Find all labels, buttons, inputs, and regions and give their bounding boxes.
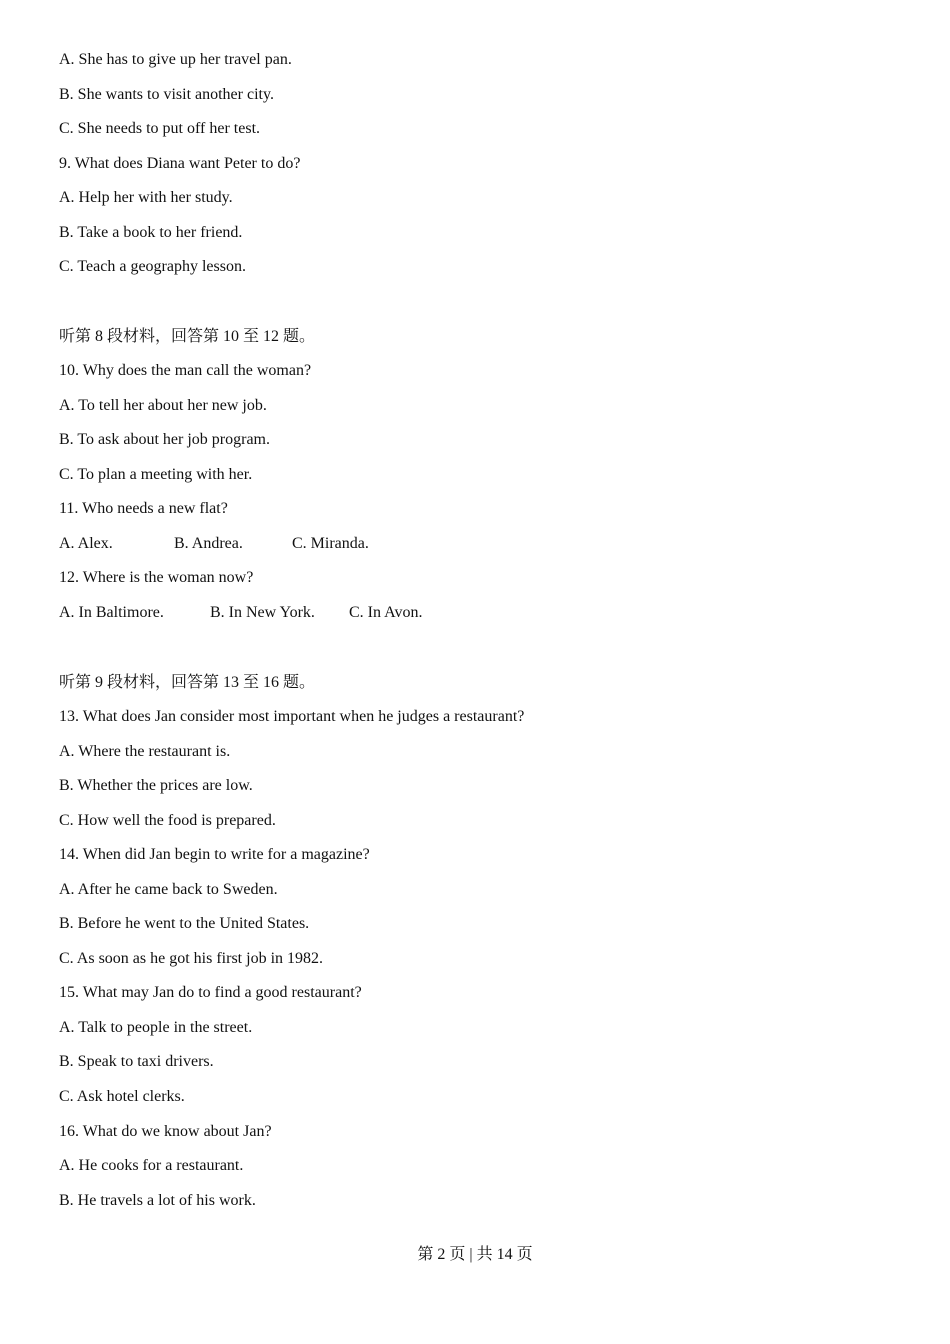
q8-option-a: A. She has to give up her travel pan. [59, 51, 292, 68]
q12-option-b: B. In New York. [210, 604, 315, 621]
page-footer: 第 2 页 | 共 14 页 [417, 1246, 533, 1263]
q10-question: 10. Why does the man call the woman? [59, 362, 312, 379]
q9-question: 9. What does Diana want Peter to do? [59, 155, 301, 172]
q8-option-c: C. She needs to put off her test. [59, 120, 261, 137]
q13-option-c: C. How well the food is prepared. [59, 812, 276, 829]
q12-option-a: A. In Baltimore. [59, 604, 164, 621]
q12-question: 12. Where is the woman now? [59, 569, 254, 586]
q16-option-a: A. He cooks for a restaurant. [59, 1157, 244, 1174]
q12-option-c: C. In Avon. [349, 604, 423, 621]
q14-option-c: C. As soon as he got his first job in 1982. [59, 950, 324, 967]
q11-question: 11. Who needs a new flat? [59, 500, 228, 517]
q8-option-b: B. She wants to visit another city. [59, 86, 274, 103]
q13-question: 13. What does Jan consider most important when he judges a restaurant? [59, 708, 525, 725]
q10-option-b: B. To ask about her job program. [59, 431, 270, 448]
q13-option-b: B. Whether the prices are low. [59, 777, 253, 794]
q16-option-b: B. He travels a lot of his work. [59, 1192, 256, 1209]
q14-question: 14. When did Jan begin to write for a magazine? [59, 846, 370, 863]
q15-option-b: B. Speak to taxi drivers. [59, 1053, 214, 1070]
section8-heading: 听第 8 段材料，回答第 10 至 12 题。 [59, 328, 316, 345]
q11-option-a: A. Alex. [59, 535, 113, 552]
q15-option-a: A. Talk to people in the street. [59, 1019, 253, 1036]
q9-option-c: C. Teach a geography lesson. [59, 258, 246, 275]
q11-option-c: C. Miranda. [292, 535, 369, 552]
q16-question: 16. What do we know about Jan? [59, 1123, 272, 1140]
q14-option-b: B. Before he went to the United States. [59, 915, 310, 932]
q15-question: 15. What may Jan do to find a good restaurant? [59, 984, 362, 1001]
q15-option-c: C. Ask hotel clerks. [59, 1088, 185, 1105]
q9-option-a: A. Help her with her study. [59, 189, 233, 206]
q13-option-a: A. Where the restaurant is. [59, 743, 231, 760]
q11-option-b: B. Andrea. [174, 535, 243, 552]
q9-option-b: B. Take a book to her friend. [59, 224, 243, 241]
q10-option-a: A. To tell her about her new job. [59, 397, 267, 414]
section9-heading: 听第 9 段材料，回答第 13 至 16 题。 [59, 674, 316, 691]
q10-option-c: C. To plan a meeting with her. [59, 466, 253, 483]
q14-option-a: A. After he came back to Sweden. [59, 881, 278, 898]
